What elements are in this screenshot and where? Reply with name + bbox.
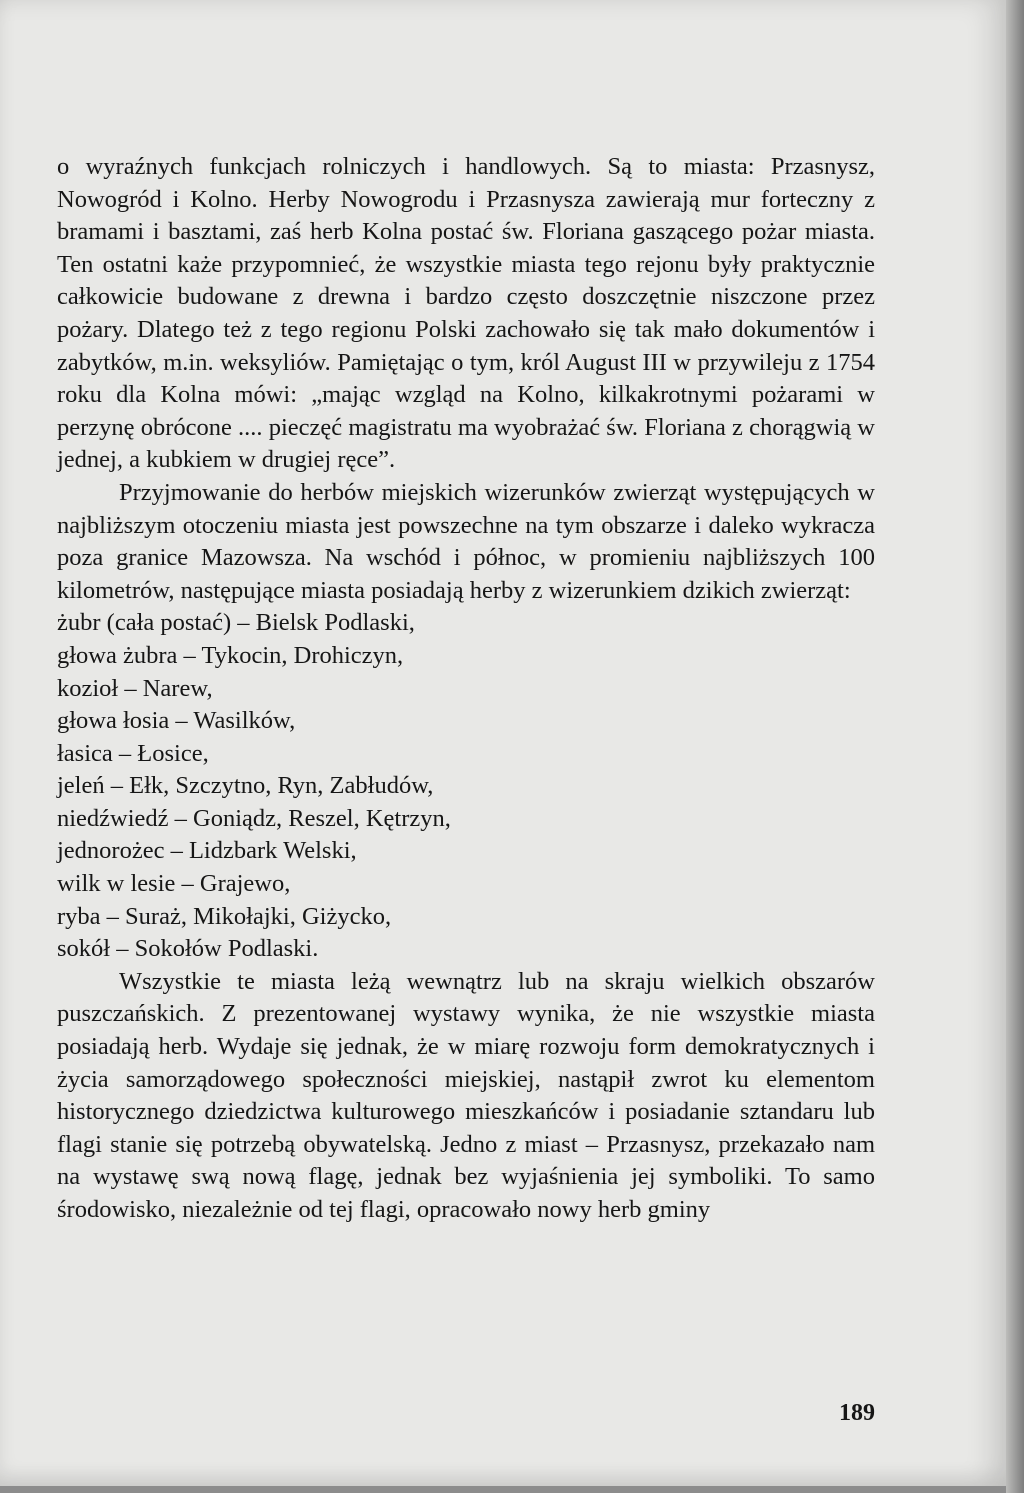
list-item: kozioł – Narew, [57, 674, 213, 702]
list-item: głowa żubra – Tykocin, Drohiczyn, [57, 641, 404, 669]
list-item: jeleń – Ełk, Szczytno, Ryn, Zabłudów, [57, 772, 434, 800]
page-number: 189 [839, 1400, 875, 1426]
paragraph-3: Wszystkie te miasta leżą wewnątrz lub na skraju wielkich obszarów puszczańskich. Z prezentowanej wystawy wynika, że nie wszystkie miasta posiadają herb. Wydaje się jednak, że w miarę rozwoju form demokratycznych i życia samorządowego społeczności miejskiej, nastąpił zwrot ku elementom historycznego dziedzictwa kulturowego mieszkańców i posiadanie sztandaru lub flagi stanie się potrzebą obywatelską. Jedno z miast – Przasnysz, przekazało nam na wystawę swą nową flagę, jednak bez wyjaśnienia jej symboliki. To samo środowisko, niezależnie od tej flagi, opracowało nowy herb gminy [57, 967, 875, 1223]
list-item: głowa łosia – Wasilków, [57, 707, 296, 735]
body-text [57, 151, 875, 1227]
list-item: sokół – Sokołów Podlaski. [57, 935, 319, 963]
list-item: niedźwiedź – Goniądz, Reszel, Kętrzyn, [57, 804, 451, 832]
list-item: ryba – Suraż, Mikołajki, Giżycko, [57, 902, 392, 930]
list-item: łasica – Łosice, [57, 739, 209, 767]
list-item: żubr (cała postać) – Bielsk Podlaski, [57, 609, 415, 637]
paragraph-1: o wyraźnych funkcjach rolniczych i handlowych. Są to miasta: Przasnysz, Nowogród i Kolno. Herby Nowogrodu i Przasnysza zawierają mur forteczny z bramami i basztami, zaś herb Kolna postać św. Floriana gaszącego pożar miasta. Ten ostatni każe przypomnieć, że wszystkie miasta tego rejonu były praktycznie całkowicie budowane z drewna i bardzo często doszczętnie niszczone przez pożary. Dlatego też z tego regionu Polski zachowało się tak mało dokumentów i zabytków, m.in. weksyliów. Pamiętając o tym, król August III w przywileju z 1754 roku dla Kolna mówi: „mając wzgląd na Kolno, kilkakrotnymi pożarami w perzynę obrócone .... pieczęć magistratu ma wyobrażać św. Floriana z chorągwią w jednej, a kubkiem w drugiej ręce”. [57, 153, 875, 474]
list-item: wilk w lesie – Grajewo, [57, 870, 291, 898]
animal-coat-of-arms-list [57, 607, 875, 966]
paragraph-2: Przyjmowanie do herbów miejskich wizerunków zwierząt występujących w najbliższym otoczeniu miasta jest powszechne na tym obszarze i daleko wykracza poza granice Mazowsza. Na wschód i północ, w promieniu najbliższych 100 kilometrów, następujące miasta posiadają herby z wizerunkiem dzikich zwierząt: [57, 478, 875, 604]
list-item: jednorożec – Lidzbark Welski, [57, 837, 357, 865]
page-edge-shadow [1006, 0, 1024, 1493]
